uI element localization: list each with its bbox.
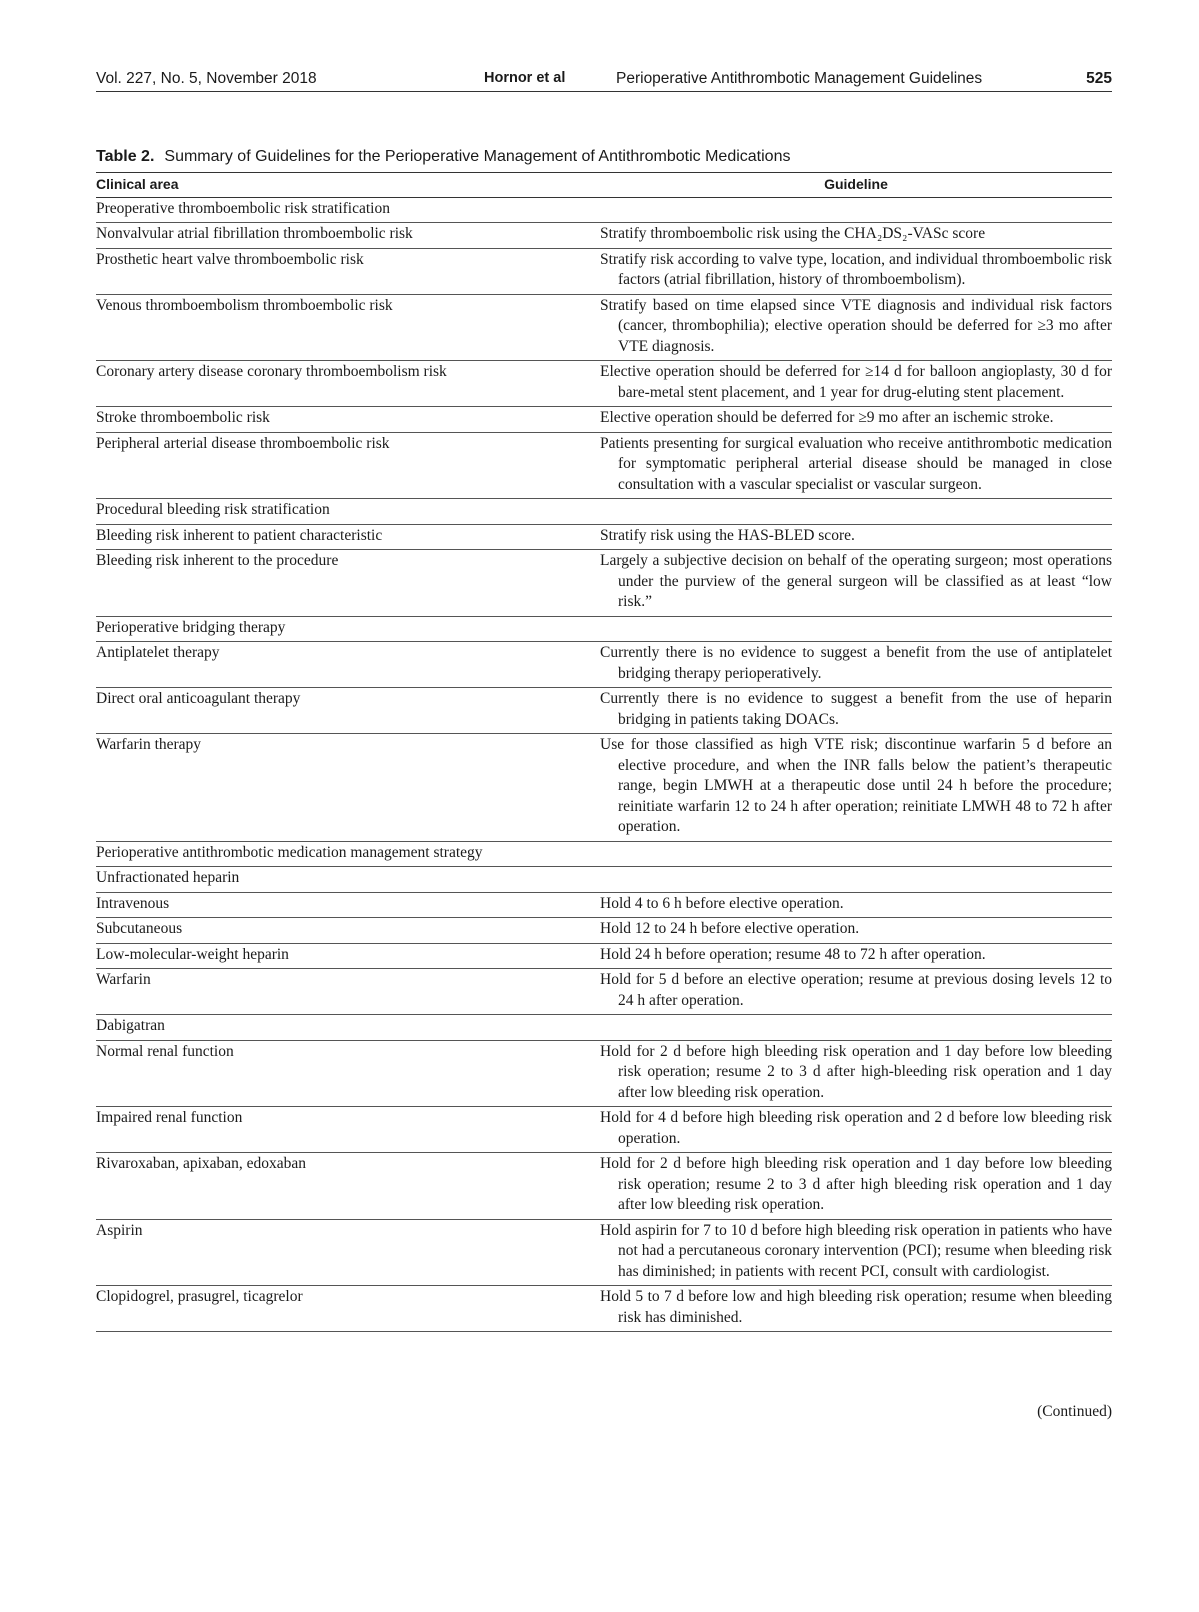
clinical-area-cell: Coronary artery disease coronary thromboembolism risk (96, 361, 600, 407)
clinical-area-cell: Venous thromboembolism thromboembolic risk (96, 294, 600, 361)
guideline-cell: Largely a subjective decision on behalf of the operating surgeon; most operations under the purview of the general surgeon will be classified as at least “low risk.” (600, 552, 1112, 610)
table-section-row (96, 499, 1112, 525)
table-row (96, 642, 1112, 688)
clinical-area-cell: Warfarin (96, 969, 600, 1015)
column-header-clinical-area: Clinical area (96, 173, 600, 198)
table-row (96, 1286, 1112, 1332)
clinical-area-cell: Preoperative thromboembolic risk stratification (96, 197, 600, 223)
clinical-area-cell: Perioperative antithrombotic medication management strategy (96, 841, 600, 867)
guideline-cell: Hold 24 h before operation; resume 48 to 72 h after operation. (600, 945, 986, 963)
clinical-area-cell: Perioperative bridging therapy (96, 616, 600, 642)
guideline-cell: Elective operation should be deferred for ≥9 mo after an ischemic stroke. (600, 409, 1054, 426)
clinical-area-cell: Bleeding risk inherent to patient characteristic (96, 524, 600, 550)
table-row (96, 943, 1112, 969)
table-row (96, 1107, 1112, 1153)
table-continued-note: (Continued) (1037, 1403, 1112, 1420)
guideline-cell: Stratify based on time elapsed since VTE diagnosis and individual risk factors (cancer, thrombophilia); elective operation should be deferred for ≥3 mo after VTE diagnosis. (600, 296, 1112, 355)
table-caption-label: Table 2. (96, 148, 155, 165)
clinical-area-cell: Unfractionated heparin (96, 867, 600, 893)
column-header-guideline: Guideline (600, 173, 1112, 198)
table-row (96, 1040, 1112, 1107)
guideline-cell: Hold for 2 d before high bleeding risk operation and 1 day before low bleeding risk operation; resume 2 to 3 d after high bleeding risk operation and 1 day after low bleeding risk operation. (600, 1155, 1112, 1213)
table-row (96, 969, 1112, 1015)
guidelines-table (96, 172, 1112, 1332)
table-caption-text: Summary of Guidelines for the Perioperative Management of Antithrombotic Medications (164, 148, 791, 165)
guideline-cell: Hold for 2 d before high bleeding risk operation and 1 day before low bleeding risk operation; resume 2 to 3 d after high-bleeding risk operation and 1 day after low bleeding risk operation. (600, 1042, 1112, 1101)
table-row (96, 524, 1112, 550)
table-row (96, 407, 1112, 433)
author-credit: Hornor et al (484, 70, 566, 86)
clinical-area-cell: Peripheral arterial disease thromboembolic risk (96, 432, 600, 499)
article-short-title: Perioperative Antithrombotic Management Guidelines (616, 70, 983, 87)
table-header-row (96, 173, 1112, 198)
clinical-area-cell: Rivaroxaban, apixaban, edoxaban (96, 1153, 600, 1220)
table-row (96, 223, 1112, 249)
clinical-area-cell: Direct oral anticoagulant therapy (96, 688, 600, 734)
running-head (96, 66, 1112, 92)
table-caption (96, 148, 1112, 166)
table-row (96, 918, 1112, 944)
table-row (96, 1219, 1112, 1286)
table-row (96, 1015, 1112, 1041)
table-section-row (96, 616, 1112, 642)
guideline-cell: Hold 4 to 6 h before elective operation. (600, 894, 844, 912)
clinical-area-cell: Dabigatran (96, 1015, 600, 1041)
clinical-area-cell: Prosthetic heart valve thromboembolic risk (96, 248, 600, 294)
table-row (96, 361, 1112, 407)
table-row (96, 734, 1112, 842)
table-row (96, 1153, 1112, 1220)
guideline-cell: Use for those classified as high VTE risk; discontinue warfarin 5 d before an elective procedure, and when the INR falls below the patient’s therapeutic range, begin LMWH at a therapeutic dose until 24 h before the procedure; reinitiate warfarin 12 to 24 h after operation; reinitiate LMWH 48 to 72 h after operation. (600, 736, 1112, 835)
guideline-cell: Currently there is no evidence to suggest a benefit from the use of heparin bridging in patients taking DOACs. (600, 690, 1112, 728)
clinical-area-cell: Impaired renal function (96, 1107, 600, 1153)
clinical-area-cell: Antiplatelet therapy (96, 642, 600, 688)
clinical-area-cell: Stroke thromboembolic risk (96, 407, 600, 433)
clinical-area-cell: Procedural bleeding risk stratification (96, 499, 600, 525)
guideline-cell: Currently there is no evidence to suggest a benefit from the use of antiplatelet bridging therapy perioperatively. (600, 644, 1112, 682)
guideline-cell: Stratify risk using the HAS-BLED score. (600, 526, 855, 544)
table-section-row (96, 841, 1112, 867)
table-row (96, 550, 1112, 617)
table-row (96, 867, 1112, 893)
page-number: 525 (1086, 70, 1112, 87)
table-row (96, 892, 1112, 918)
guideline-cell: Hold for 5 d before an elective operation; resume at previous dosing levels 12 to 24 h after operation. (600, 971, 1112, 1009)
clinical-area-cell: Intravenous (96, 892, 600, 918)
table-row (96, 432, 1112, 499)
clinical-area-cell: Subcutaneous (96, 918, 600, 944)
clinical-area-cell: Low-molecular-weight heparin (96, 943, 600, 969)
guideline-cell: Hold aspirin for 7 to 10 d before high bleeding risk operation in patients who have not had a percutaneous coronary intervention (PCI); resume when bleeding risk has diminished; in patients with recent PCI, consult with cardiologist. (600, 1221, 1112, 1280)
journal-issue: Vol. 227, No. 5, November 2018 (96, 70, 317, 87)
guideline-cell: Elective operation should be deferred for ≥14 d for balloon angioplasty, 30 d for bare-metal stent placement, and 1 year for drug-eluting stent placement. (600, 363, 1112, 401)
guideline-cell: Stratify risk according to valve type, location, and individual thromboembolic risk factors (atrial fibrillation, history of thromboembolism). (600, 250, 1112, 288)
clinical-area-cell: Aspirin (96, 1219, 600, 1286)
clinical-area-cell: Normal renal function (96, 1040, 600, 1107)
header-rule (96, 91, 1112, 92)
guideline-cell: Patients presenting for surgical evaluation who receive antithrombotic medication for symptomatic peripheral arterial disease should be managed in close consultation with a vascular specialist or vascular surgeon. (600, 434, 1112, 493)
table-row (96, 294, 1112, 361)
guideline-cell: Hold for 4 d before high bleeding risk operation and 2 d before low bleeding risk operation. (600, 1109, 1112, 1147)
table-row (96, 248, 1112, 294)
table-row (96, 688, 1112, 734)
clinical-area-cell: Clopidogrel, prasugrel, ticagrelor (96, 1286, 600, 1332)
clinical-area-cell: Warfarin therapy (96, 734, 600, 842)
clinical-area-cell: Nonvalvular atrial fibrillation thromboembolic risk (96, 223, 600, 249)
table-section-row (96, 197, 1112, 223)
guideline-cell: Hold 5 to 7 d before low and high bleeding risk operation; resume when bleeding risk has diminished. (600, 1288, 1112, 1326)
guideline-cell: Hold 12 to 24 h before elective operation. (600, 920, 860, 937)
guideline-cell: Stratify thromboembolic risk using the CHA₂DS₂-VASc score (600, 225, 986, 242)
clinical-area-cell: Bleeding risk inherent to the procedure (96, 550, 600, 617)
